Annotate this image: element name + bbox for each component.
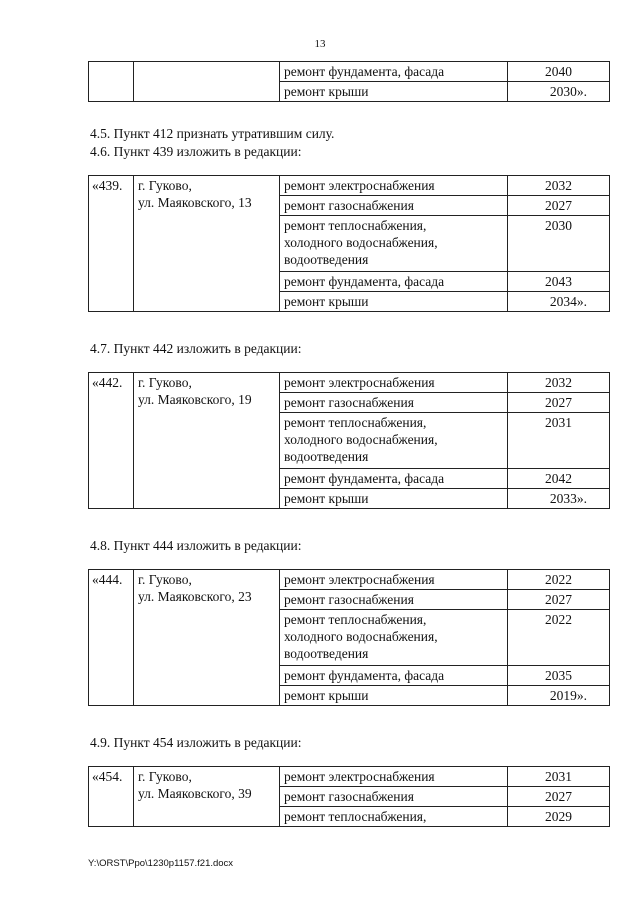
year-cell: 2035 (508, 666, 610, 686)
work-line: водоотведения (284, 449, 369, 464)
work-cell: ремонт фундамента, фасада (280, 62, 508, 82)
year-cell: 2029 (508, 807, 610, 827)
year-cell: 2022 (508, 610, 610, 666)
year-cell: 2027 (508, 196, 610, 216)
work-line: холодного водоснабжения, (284, 432, 438, 447)
work-cell: ремонт газоснабжения (280, 196, 508, 216)
item-number: «454. (89, 767, 134, 827)
year-cell: 2030». (508, 82, 610, 102)
work-cell: ремонт газоснабжения (280, 393, 508, 413)
year-cell: 2032 (508, 176, 610, 196)
paragraph-4-7: 4.7. Пункт 442 изложить в редакции: (90, 341, 302, 356)
paragraph-4-5: 4.5. Пункт 412 признать утратившим силу. (90, 126, 335, 141)
work-line: ремонт теплоснабжения, (284, 415, 427, 430)
work-cell: ремонт фундамента, фасада (280, 469, 508, 489)
work-line: ремонт теплоснабжения, (284, 612, 427, 627)
address-cell (134, 570, 280, 706)
page-number: 13 (314, 38, 326, 50)
table-row (89, 62, 610, 82)
work-cell: ремонт электроснабжения (280, 176, 508, 196)
num-cell (89, 62, 134, 102)
work-line: холодного водоснабжения, (284, 235, 438, 250)
table-item-442 (88, 372, 610, 509)
address-street: ул. Маяковского, 19 (138, 392, 252, 407)
year-cell: 2042 (508, 469, 610, 489)
table-item-454 (88, 766, 610, 827)
year-cell: 2031 (508, 767, 610, 787)
address-cell (134, 62, 280, 102)
work-cell (280, 216, 508, 272)
work-cell: ремонт электроснабжения (280, 373, 508, 393)
paragraph-4-6: 4.6. Пункт 439 изложить в редакции: (90, 144, 302, 159)
work-cell: ремонт теплоснабжения, (280, 807, 508, 827)
item-number: «439. (89, 176, 134, 312)
address-cell (134, 176, 280, 312)
table-row (89, 767, 610, 787)
address-city: г. Гуково, (138, 375, 192, 390)
work-line: водоотведения (284, 646, 369, 661)
address-cell (134, 373, 280, 509)
item-number: «442. (89, 373, 134, 509)
year-cell: 2043 (508, 272, 610, 292)
table-row (89, 176, 610, 196)
work-cell: ремонт электроснабжения (280, 570, 508, 590)
work-cell: ремонт крыши (280, 686, 508, 706)
item-number: «444. (89, 570, 134, 706)
work-cell: ремонт крыши (280, 292, 508, 312)
address-street: ул. Маяковского, 13 (138, 195, 252, 210)
table-row (89, 373, 610, 393)
address-cell (134, 767, 280, 827)
work-cell (280, 413, 508, 469)
work-line: ремонт теплоснабжения, (284, 218, 427, 233)
paragraph-4-9: 4.9. Пункт 454 изложить в редакции: (90, 735, 302, 750)
table-item-444 (88, 569, 610, 706)
work-cell: ремонт газоснабжения (280, 590, 508, 610)
work-line: холодного водоснабжения, (284, 629, 438, 644)
work-cell: ремонт электроснабжения (280, 767, 508, 787)
year-cell: 2022 (508, 570, 610, 590)
table-row (89, 570, 610, 590)
address-city: г. Гуково, (138, 572, 192, 587)
paragraph-4-8: 4.8. Пункт 444 изложить в редакции: (90, 538, 302, 553)
table-item-439 (88, 175, 610, 312)
year-cell: 2032 (508, 373, 610, 393)
work-cell: ремонт крыши (280, 489, 508, 509)
year-cell: 2040 (508, 62, 610, 82)
year-cell: 2033». (508, 489, 610, 509)
work-cell: ремонт газоснабжения (280, 787, 508, 807)
address-city: г. Гуково, (138, 178, 192, 193)
address-city: г. Гуково, (138, 769, 192, 784)
year-cell: 2019». (508, 686, 610, 706)
footer-file-path: Y:\ORST\Ppo\1230p1157.f21.docx (88, 858, 234, 869)
year-cell: 2031 (508, 413, 610, 469)
year-cell: 2027 (508, 590, 610, 610)
address-street: ул. Маяковского, 23 (138, 589, 252, 604)
continuation-table (88, 61, 610, 102)
work-cell: ремонт фундамента, фасада (280, 666, 508, 686)
work-cell: ремонт крыши (280, 82, 508, 102)
work-cell: ремонт фундамента, фасада (280, 272, 508, 292)
work-line: водоотведения (284, 252, 369, 267)
address-street: ул. Маяковского, 39 (138, 786, 252, 801)
year-cell: 2027 (508, 787, 610, 807)
year-cell: 2030 (508, 216, 610, 272)
year-cell: 2034». (508, 292, 610, 312)
work-cell (280, 610, 508, 666)
year-cell: 2027 (508, 393, 610, 413)
